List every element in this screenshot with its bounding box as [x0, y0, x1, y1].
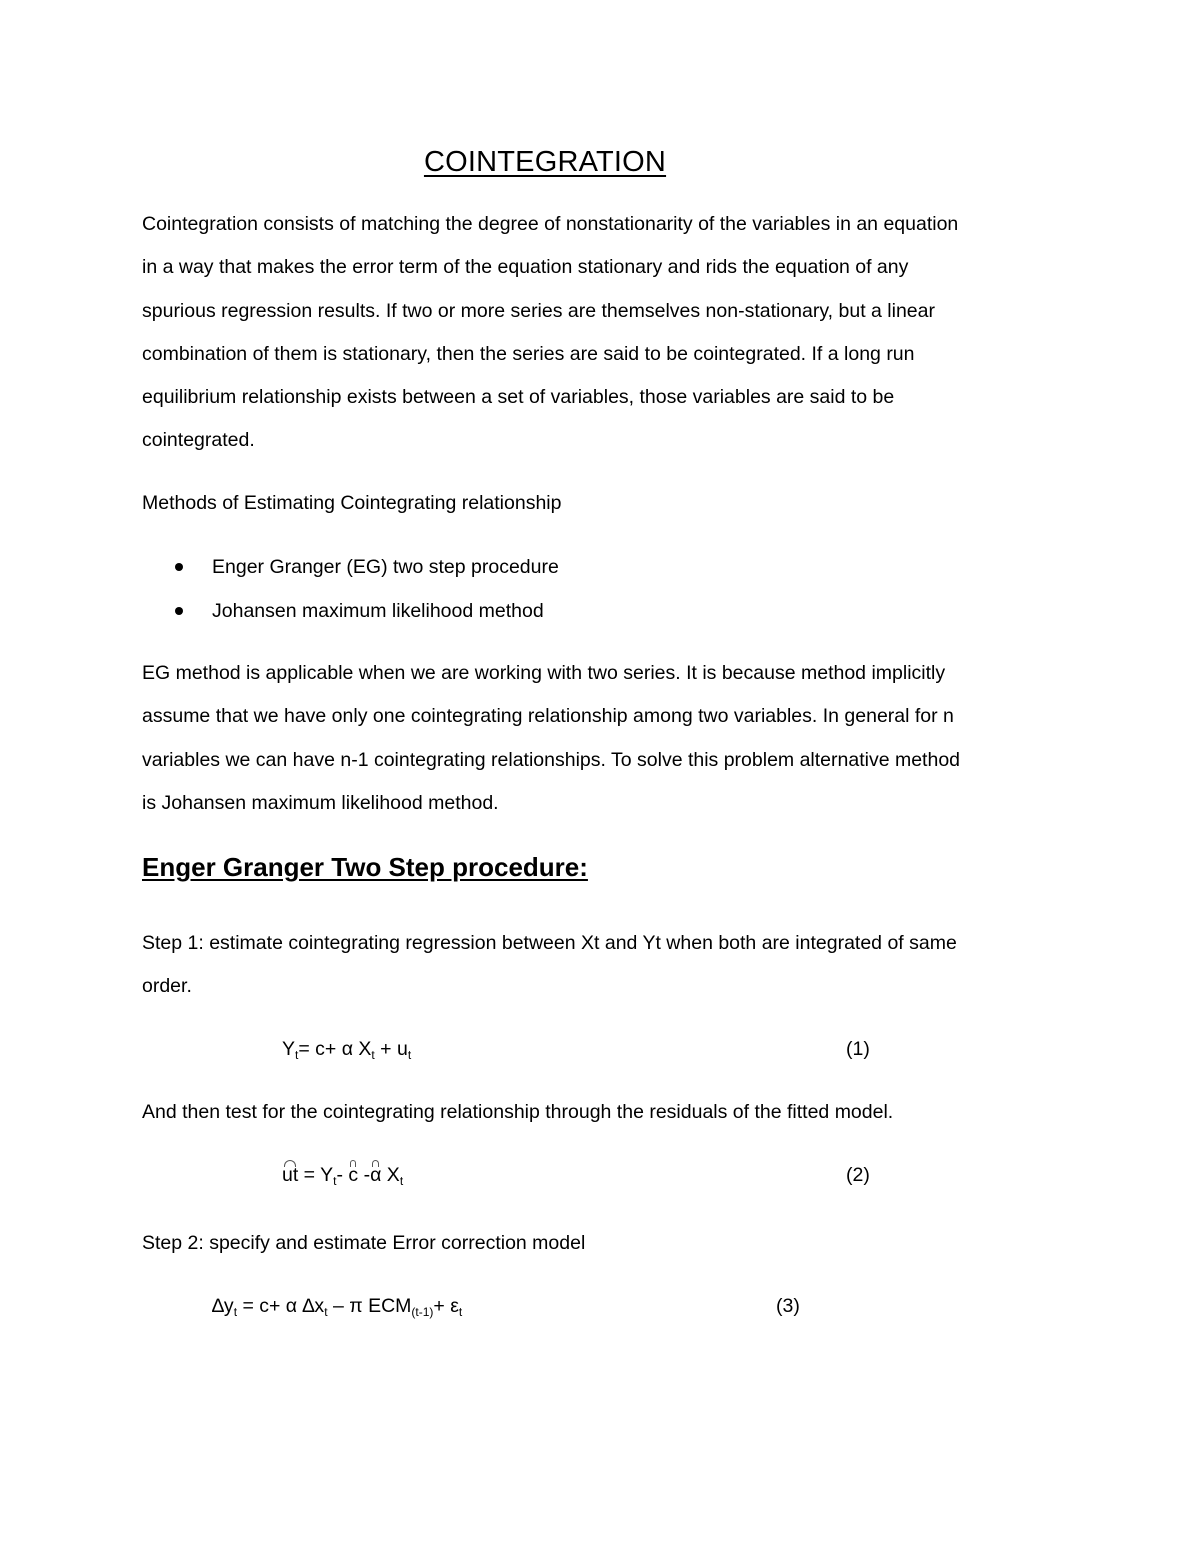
list-item [142, 594, 559, 638]
intro-line: in a way that makes the error term of the equation stationary and rids the equation of any [142, 256, 909, 279]
intro-line: spurious regression results. If two or more series are themselves non-stationary, but a linear [142, 299, 935, 322]
list-item [142, 550, 559, 594]
page-title: COINTEGRATION [423, 146, 667, 178]
bullet-icon [175, 563, 183, 571]
residual-line: And then test for the cointegrating relationship through the residuals of the fitted model. [142, 1101, 894, 1123]
intro-paragraph [142, 203, 1072, 463]
eg-line: assume that we have only one cointegrating relationship among two variables. In general for n [142, 705, 954, 728]
methods-heading-text: Methods of Estimating Cointegrating relationship [142, 492, 562, 514]
eg-paragraph [142, 652, 1072, 825]
methods-heading [142, 482, 1072, 525]
bullet-icon [175, 607, 183, 615]
residual-paragraph [142, 1091, 1072, 1134]
eg-line: EG method is applicable when we are working with two series. It is because method implicitly [142, 662, 946, 684]
equation-3-number: (3) [776, 1295, 800, 1317]
hat-c: c [348, 1164, 359, 1186]
intro-line: Cointegration consists of matching the degree of nonstationarity of the variables in an equation [142, 213, 959, 235]
step2-paragraph [142, 1222, 1072, 1265]
step2-line: Step 2: specify and estimate Error correction model [142, 1232, 586, 1254]
step1-paragraph [142, 922, 1072, 1009]
step1-line: Step 1: estimate cointegrating regression between Xt and Yt when both are integrated of same [142, 932, 957, 954]
section-heading: Enger Granger Two Step procedure: [142, 852, 588, 882]
intro-line: combination of them is stationary, then the series are said to be cointegrated. If a long run [142, 342, 915, 365]
list-item-label: Enger Granger (EG) two step procedure [212, 556, 559, 578]
equation-2-number: (2) [846, 1164, 870, 1186]
equation-2: ut = $Y_t-$ c -α $X_t$ [282, 1164, 404, 1188]
equation-3: $\Delta y_t = c+ \alpha$ $\Delta x_t$ – π $ECM_{(t-1)}+ \varepsilon_t$ [212, 1295, 463, 1319]
equation-1: $Y_t= c+ \alpha$ $X_t + u_t$ [282, 1038, 412, 1062]
eg-line: variables we can have n-1 cointegrating relationships. To solve this problem alternative method [142, 748, 961, 771]
hat-alpha: α [370, 1164, 382, 1186]
eg-line: is Johansen maximum likelihood method. [142, 791, 499, 814]
equation-1-number: (1) [846, 1038, 870, 1060]
hat-u: ut [282, 1164, 299, 1186]
methods-list [142, 550, 559, 638]
intro-line: cointegrated. [142, 429, 255, 452]
step1-line: order. [142, 975, 192, 998]
intro-line: equilibrium relationship exists between a set of variables, those variables are said to be [142, 386, 895, 409]
list-item-label: Johansen maximum likelihood method [212, 600, 544, 622]
